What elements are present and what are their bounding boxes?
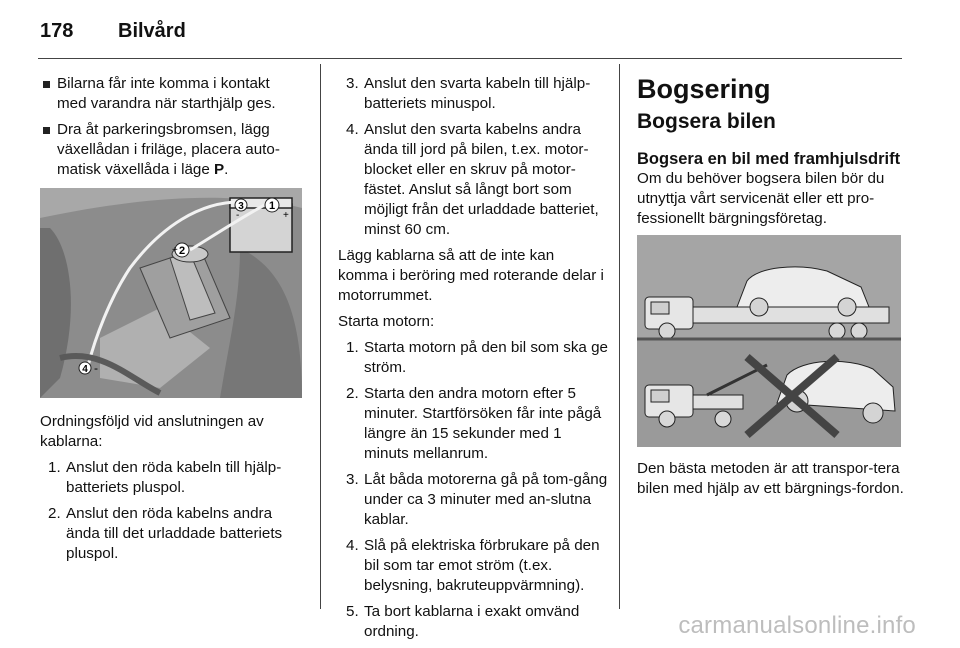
page-number: 178 bbox=[40, 20, 74, 42]
connection-intro: Ordningsföljd vid anslutningen av kablarna: bbox=[40, 413, 264, 450]
step-item: 1. Anslut den röda kabeln till hjälp-batteriets pluspol. bbox=[48, 459, 282, 496]
step-item: 3. Anslut den svarta kabeln till hjälp-batteriets minuspol. bbox=[346, 75, 591, 112]
cable-placement-note: Lägg kablarna så att de inte kan komma i beröring med roterande delar i motorrummet. bbox=[338, 247, 604, 304]
towing-intro: Om du behöver bogsera bilen bör du utnyttja vårt servicenät eller ett pro-fessionellt bärgningsföretag. bbox=[637, 170, 885, 227]
column-divider-2 bbox=[619, 64, 620, 609]
figure-plus-sign: + bbox=[172, 245, 178, 256]
figure-label-3: 3 bbox=[238, 201, 244, 212]
towing-illustration bbox=[637, 235, 901, 447]
step-item: 5. Ta bort kablarna i exakt omvänd ordning. bbox=[346, 603, 580, 640]
header-rule bbox=[38, 58, 902, 59]
figure-minus-sign: - bbox=[94, 361, 98, 375]
watermark: carmanualsonline.info bbox=[678, 612, 916, 639]
left-column bbox=[40, 74, 302, 570]
step-item: 3. Låt båda motorerna gå på tom-gång under ca 3 minuter med an-slutna kablar. bbox=[346, 471, 608, 528]
figure-label-4: 4 bbox=[82, 364, 88, 375]
right-column bbox=[637, 74, 905, 505]
connection-steps bbox=[40, 458, 302, 564]
step-item: 2. Anslut den röda kabelns andra ända till det urladdade batteriets pluspol. bbox=[48, 505, 283, 562]
step-item: 4. Slå på elektriska förbrukare på den bil som tar emot ström (t.ex. belysning, bakruteuppvärmning). bbox=[346, 537, 600, 594]
step-item: 4. Anslut den svarta kabelns andra ända till jord på bilen, t.ex. motor-blocket eller en skruv på motor-fästet. Anslut så långt bort som möjligt från det urladdade batteriet, minst 60 cm. bbox=[346, 121, 599, 238]
start-engine-heading: Starta motorn: bbox=[338, 313, 435, 330]
tow-truck-drawing bbox=[637, 235, 901, 447]
connection-steps-continued bbox=[338, 74, 608, 240]
heading-bogsering: Bogsering bbox=[637, 74, 771, 104]
section-title: Bilvård bbox=[118, 20, 186, 42]
step-item: 1. Starta motorn på den bil som ska ge ström. bbox=[346, 339, 608, 376]
page-header bbox=[0, 0, 960, 60]
middle-column bbox=[338, 74, 608, 648]
bullet-item: Bilarna får inte komma i kontakt med varandra när starthjälp ges. bbox=[40, 74, 302, 114]
figure-minus-sign: - bbox=[236, 210, 240, 221]
column-divider-1 bbox=[320, 64, 321, 609]
engine-bay-drawing bbox=[40, 188, 302, 398]
jump-start-illustration bbox=[40, 188, 302, 398]
figure-plus-sign: + bbox=[283, 210, 289, 221]
heading-bogsera-bilen: Bogsera bilen bbox=[637, 110, 776, 133]
start-steps bbox=[338, 338, 608, 642]
figure-label-2: 2 bbox=[178, 245, 186, 257]
towing-recommendation: Den bästa metoden är att transpor-tera bilen med hjälp av ett bärgnings-fordon. bbox=[637, 460, 904, 497]
step-item: 2. Starta den andra motorn efter 5 minuter. Startförsöken får inte pågå längre än 15 sekunder med 1 minuts mellanrum. bbox=[346, 385, 602, 462]
figure-label-1: 1 bbox=[268, 200, 276, 212]
bullet-item: Dra åt parkeringsbromsen, lägg växellådan i friläge, placera auto-matisk växellåda i läge P. bbox=[40, 120, 302, 180]
bullet-list bbox=[40, 74, 302, 180]
heading-framhjulsdrift: Bogsera en bil med framhjulsdrift bbox=[637, 150, 901, 168]
